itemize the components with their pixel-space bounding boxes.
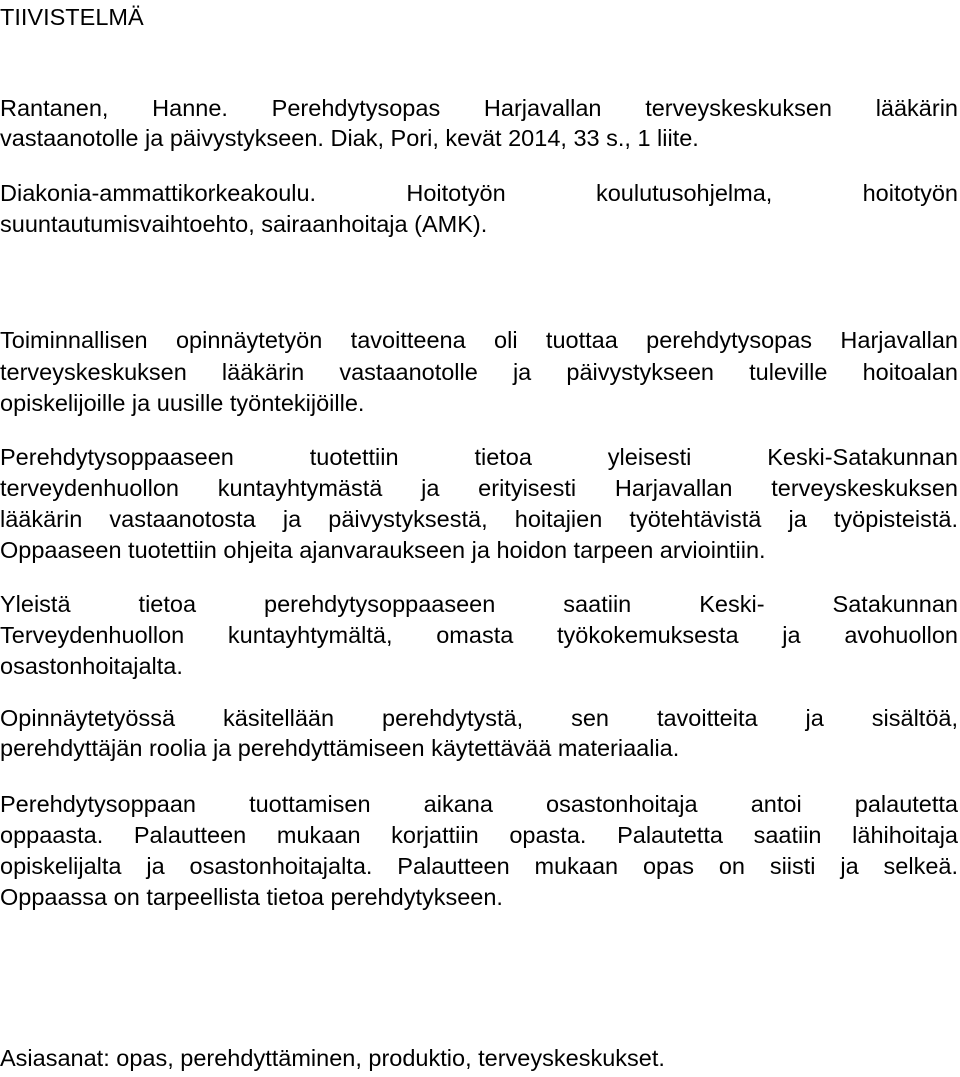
citation-line: suuntautumisvaihtoehto, sairaanhoitaja (AMK). — [0, 211, 488, 237]
paragraph-line: osastonhoitajalta. — [0, 653, 183, 679]
paragraph-line: Toiminnallisen opinnäytetyön tavoitteena oli tuottaa perehdytysopas Harjavallan — [0, 327, 958, 353]
page-title: TIIVISTELMÄ — [0, 4, 144, 30]
paragraph-line: opiskelijoille ja uusille työntekijöille. — [0, 390, 365, 416]
keywords: Asiasanat: opas, perehdyttäminen, produktio, terveyskeskukset. — [0, 1045, 665, 1071]
citation-line: vastaanotolle ja päivystykseen. Diak, Pori, kevät 2014, 33 s., 1 liite. — [0, 125, 699, 151]
paragraph-line: Perehdytysoppaaseen tuotettiin tietoa yleisesti Keski-Satakunnan — [0, 444, 958, 470]
paragraph-line: Perehdytysoppaan tuottamisen aikana osastonhoitaja antoi palautetta — [0, 791, 958, 817]
paragraph-line: terveyskeskuksen lääkärin vastaanotolle ja päivystykseen tuleville hoitoalan — [0, 359, 958, 385]
paragraph-line: Terveydenhuollon kuntayhtymältä, omasta työkokemuksesta ja avohuollon — [0, 622, 958, 648]
paragraph-line: Oppaassa on tarpeellista tietoa perehdytykseen. — [0, 884, 503, 910]
paragraph-line: Opinnäytetyössä käsitellään perehdytystä, sen tavoitteita ja sisältöä, — [0, 705, 958, 731]
paragraph-line: opiskelijalta ja osastonhoitajalta. Palautteen mukaan opas on siisti ja selkeä. — [0, 853, 958, 879]
paragraph-line: Yleistä tietoa perehdytysoppaaseen saatiin Keski- Satakunnan — [0, 591, 958, 617]
paragraph-line: terveydenhuollon kuntayhtymästä ja erityisesti Harjavallan terveyskeskuksen — [0, 475, 958, 501]
paragraph-line: perehdyttäjän roolia ja perehdyttämiseen käytettävää materiaalia. — [0, 735, 680, 761]
citation-line: Rantanen, Hanne. Perehdytysopas Harjavallan terveyskeskuksen lääkärin — [0, 95, 958, 121]
citation-line: Diakonia-ammattikorkeakoulu. Hoitotyön koulutusohjelma, hoitotyön — [0, 180, 958, 206]
paragraph-line: Oppaaseen tuotettiin ohjeita ajanvaraukseen ja hoidon tarpeen arviointiin. — [0, 537, 766, 563]
paragraph-line: lääkärin vastaanotosta ja päivystyksestä, hoitajien työtehtävistä ja työpisteistä. — [0, 506, 958, 532]
paragraph-line: oppaasta. Palautteen mukaan korjattiin opasta. Palautetta saatiin lähihoitaja — [0, 822, 958, 848]
